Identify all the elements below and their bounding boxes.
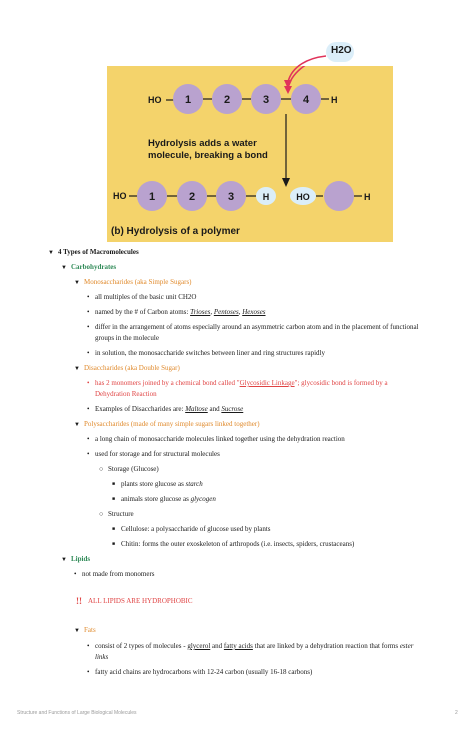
di-heading: Disaccharides (aka Double Sugar) (84, 364, 180, 372)
outline-item-lipids[interactable] (61, 554, 90, 565)
alert-callout: ALL LIPIDS ARE HYDROPHOBIC (88, 597, 193, 605)
alert-icon: !! (76, 596, 82, 606)
starch-term: starch (185, 480, 203, 488)
sucrose-link[interactable]: Sucrose (221, 405, 244, 413)
types-heading: 4 Types of Macromolecules (58, 248, 139, 256)
released-ho-label: HO (296, 192, 310, 202)
square-bullet-icon: ■ (112, 542, 116, 547)
hexoses-link[interactable]: Hexoses (242, 308, 266, 316)
collapse-triangle-icon[interactable]: ▼ (61, 557, 67, 563)
figure-caption-line1: Hydrolysis adds a water (148, 138, 257, 149)
released-h-label: H (262, 192, 270, 202)
lipids-bullet-1: not made from monomers (82, 570, 155, 578)
figure-title: (b) Hydrolysis of a polymer (111, 226, 240, 237)
di-bullet-1-pre: has 2 monomers joined by a chemical bond called " (95, 379, 240, 387)
collapse-triangle-icon[interactable]: ▼ (74, 628, 80, 634)
hydrolysis-figure (107, 66, 393, 242)
glycogen-term: glycogen (190, 495, 216, 503)
circle-bullet-icon: ○ (99, 465, 104, 473)
di-bullet-2 (95, 404, 243, 414)
carbs-heading: Carbohydrates (71, 263, 117, 271)
bullet-icon: • (74, 570, 77, 578)
outline-item-types[interactable] (48, 247, 139, 258)
outline-item-disaccharides[interactable] (74, 363, 180, 374)
comma: , (210, 308, 214, 316)
comma: , (238, 308, 243, 316)
glycosidic-linkage-link[interactable]: Glycosidic Linkage (239, 379, 295, 387)
mono-bullet-3-line1: differ in the arrangement of atoms especially around an asymmetric carbon atom and in the placement of functional (95, 323, 419, 331)
poly-bullet-1: a long chain of monosaccharide molecules linked together using the dehydration reaction (95, 435, 345, 443)
fats-bullet-1-pre: consist of 2 types of molecules - (95, 642, 188, 650)
bottom-monomer-1-label: 1 (148, 191, 156, 203)
mono-bullet-4: in solution, the monosaccharide switches between liner and ring structures rapidly (95, 349, 325, 357)
collapse-triangle-icon[interactable]: ▼ (74, 422, 80, 428)
fatty-acids-link[interactable]: fatty acids (223, 642, 253, 650)
cellulose-item: Cellulose: a polysaccharide of glucose used by plants (121, 525, 271, 533)
bottom-monomer-2-label: 2 (188, 191, 196, 203)
figure-caption-line2: molecule, breaking a bond (148, 150, 268, 161)
square-bullet-icon: ■ (112, 497, 116, 502)
bullet-icon: • (87, 642, 90, 650)
bullet-icon: • (87, 435, 90, 443)
square-bullet-icon: ■ (112, 482, 116, 487)
fats-bullet-1-line1 (95, 641, 413, 651)
water-arrow-icon (278, 52, 328, 92)
bullet-icon: • (87, 308, 90, 316)
and-text: and (210, 642, 224, 650)
water-label: H2O (331, 45, 352, 56)
structure-item: Structure (108, 510, 134, 518)
plants-item (121, 479, 203, 489)
fats-heading: Fats (84, 626, 96, 634)
hydrolysis-diagram (107, 66, 393, 242)
outline-item-polysaccharides[interactable] (74, 419, 260, 430)
top-monomer-3-label: 3 (262, 94, 270, 106)
fats-bullet-1-line2: links (95, 653, 109, 661)
mono-bullet-2 (95, 307, 266, 317)
poly-bullet-2: used for storage and for structural molecules (95, 450, 220, 458)
poly-heading: Polysaccharides (made of many simple sugars linked together) (84, 420, 260, 428)
animals-item (121, 494, 216, 504)
bottom-h-label: H (364, 192, 371, 202)
di-bullet-1-post: "; glycosidic bond is formed by a (294, 379, 388, 387)
ester-term: ester (399, 642, 414, 650)
bullet-icon: • (87, 323, 90, 331)
outline-item-carbohydrates[interactable] (61, 262, 116, 273)
fats-bullet-2: fatty acid chains are hydrocarbons with 12-24 carbon (usually 16-18 carbons) (95, 668, 313, 676)
bullet-icon: • (87, 293, 90, 301)
page-number: 2 (455, 710, 458, 716)
bullet-icon: • (87, 349, 90, 357)
fats-bullet-1-post: that are linked by a dehydration reaction that forms (252, 642, 400, 650)
bottom-monomer-3-label: 3 (227, 191, 235, 203)
di-bullet-1-line2: Dehydration Reaction (95, 390, 157, 398)
trioses-link[interactable]: Trioses (190, 308, 211, 316)
collapse-triangle-icon[interactable]: ▼ (74, 366, 80, 372)
collapse-triangle-icon[interactable]: ▼ (74, 280, 80, 286)
mono-heading: Monosaccharides (aka Simple Sugars) (84, 278, 192, 286)
bullet-icon: • (87, 668, 90, 676)
bullet-icon: • (87, 379, 90, 387)
collapse-triangle-icon[interactable]: ▼ (61, 265, 67, 271)
bullet-icon: • (87, 450, 90, 458)
collapse-triangle-icon[interactable]: ▼ (48, 250, 54, 256)
circle-bullet-icon: ○ (99, 510, 104, 518)
footer-title: Structure and Functions of Large Biological Molecules (17, 710, 137, 716)
outline-item-monosaccharides[interactable] (74, 277, 192, 288)
mono-bullet-2-text: named by the # of Carbon atoms: (95, 308, 191, 316)
top-monomer-4-label: 4 (302, 94, 310, 106)
di-bullet-1-line1 (95, 378, 388, 388)
mono-bullet-1: all multiples of the basic unit CH2O (95, 293, 197, 301)
maltose-link[interactable]: Maltose (185, 405, 208, 413)
top-h-label: H (331, 95, 338, 105)
mono-bullet-3-line2: groups in the molecule (95, 334, 159, 342)
bottom-monomer-4 (324, 181, 354, 211)
glycerol-link[interactable]: glycerol (187, 642, 211, 650)
lipids-heading: Lipids (71, 555, 91, 563)
bottom-ho-label: HO (113, 191, 127, 201)
top-monomer-2-label: 2 (223, 94, 231, 106)
storage-item: Storage (Glucose) (108, 465, 159, 473)
pentoses-link[interactable]: Pentoses (213, 308, 239, 316)
chitin-item: Chitin: forms the outer exoskeleton of arthropods (i.e. insects, spiders, crustaceans) (121, 540, 355, 548)
animals-pre: animals store glucose as (121, 495, 191, 503)
outline-item-fats[interactable] (74, 625, 96, 636)
bullet-icon: • (87, 405, 90, 413)
di-bullet-2-pre: Examples of Disaccharides are: (95, 405, 186, 413)
and-text: and (207, 405, 222, 413)
top-ho-label: HO (148, 95, 162, 105)
plants-pre: plants store glucose as (121, 480, 186, 488)
top-monomer-1-label: 1 (184, 94, 192, 106)
square-bullet-icon: ■ (112, 527, 116, 532)
